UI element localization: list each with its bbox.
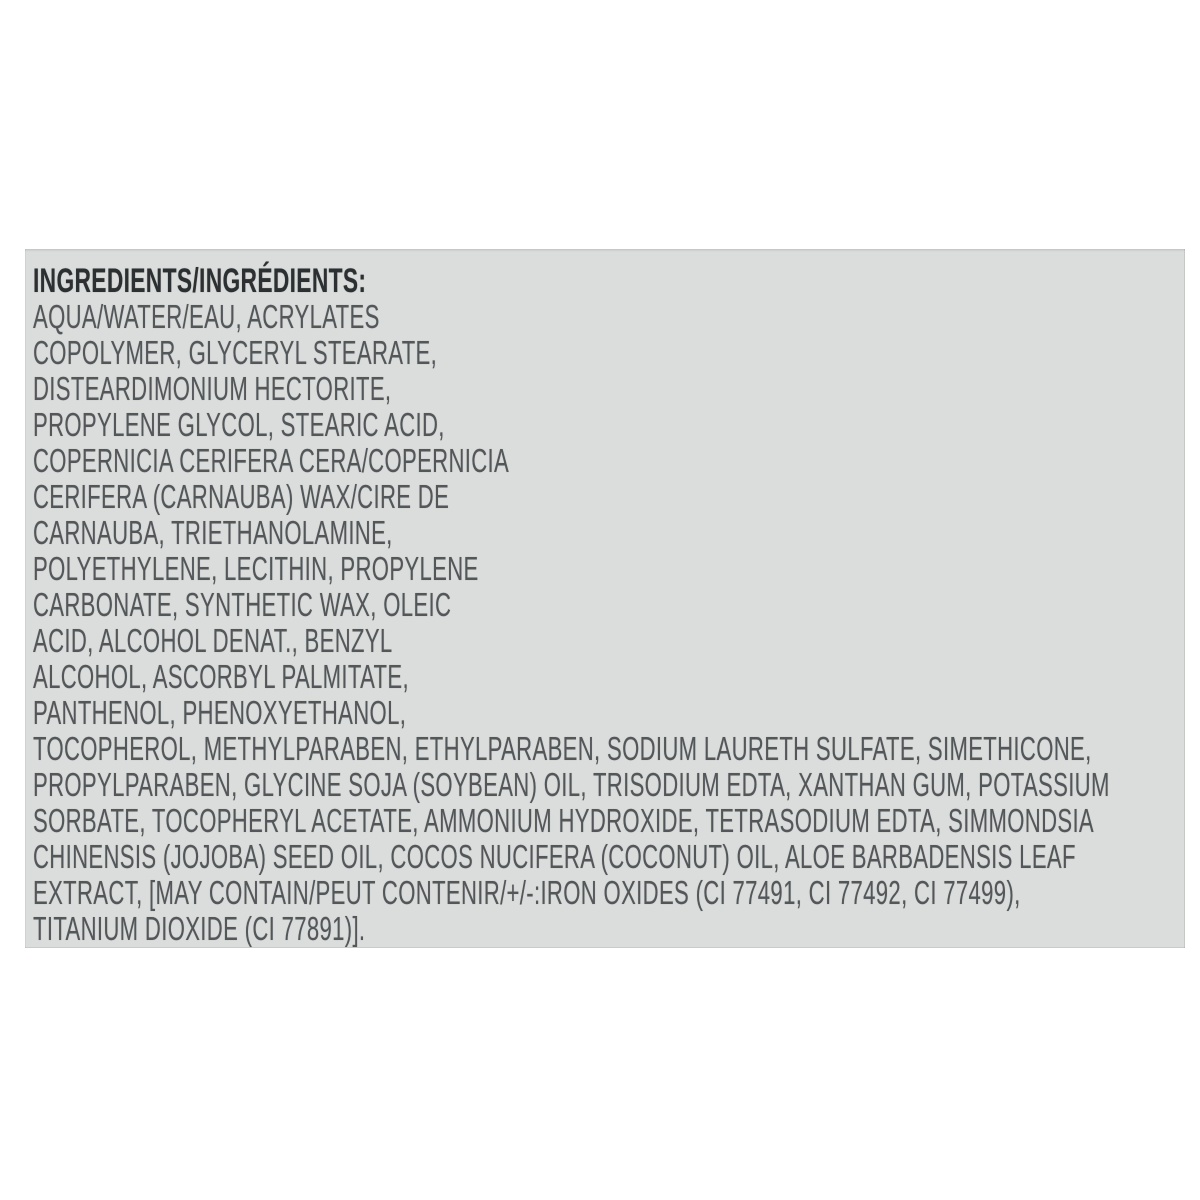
ingredient-line: TOCOPHEROL, METHYLPARABEN, ETHYLPARABEN, SODIUM LAURETH SULFATE, SIMETHICONE, bbox=[33, 730, 1092, 767]
ingredient-line: POLYETHYLENE, LECITHIN, PROPYLENE bbox=[33, 550, 479, 587]
ingredient-line: CARBONATE, SYNTHETIC WAX, OLEIC bbox=[33, 586, 452, 623]
ingredients-header: INGREDIENTS/INGRÉDIENTS: bbox=[33, 262, 367, 300]
ingredient-line: DISTEARDIMONIUM HECTORITE, bbox=[33, 370, 392, 407]
ingredient-line: ACID, ALCOHOL DENAT., BENZYL bbox=[33, 622, 393, 659]
ingredients-panel bbox=[25, 249, 1185, 948]
ingredient-line: CERIFERA (CARNAUBA) WAX/CIRE DE bbox=[33, 478, 450, 515]
ingredient-line: PROPYLPARABEN, GLYCINE SOJA (SOYBEAN) OIL, TRISODIUM EDTA, XANTHAN GUM, POTASSIUM bbox=[33, 766, 1110, 803]
ingredients-text-block bbox=[33, 263, 1110, 947]
ingredients-list bbox=[33, 299, 1110, 947]
ingredient-line: COPERNICIA CERIFERA CERA/COPERNICIA bbox=[33, 442, 510, 479]
ingredient-line: TITANIUM DIOXIDE (CI 77891)]. bbox=[33, 910, 366, 947]
ingredient-line: COPOLYMER, GLYCERYL STEARATE, bbox=[33, 334, 438, 371]
ingredient-line: ALCOHOL, ASCORBYL PALMITATE, bbox=[33, 658, 409, 695]
ingredient-line: CHINENSIS (JOJOBA) SEED OIL, COCOS NUCIFERA (COCONUT) OIL, ALOE BARBADENSIS LEAF bbox=[33, 838, 1076, 875]
ingredient-line: SORBATE, TOCOPHERYL ACETATE, AMMONIUM HYDROXIDE, TETRASODIUM EDTA, SIMMONDSIA bbox=[33, 802, 1095, 839]
ingredient-line: PROPYLENE GLYCOL, STEARIC ACID, bbox=[33, 406, 445, 443]
ingredient-line: CARNAUBA, TRIETHANOLAMINE, bbox=[33, 514, 393, 551]
ingredient-line: EXTRACT, [MAY CONTAIN/PEUT CONTENIR/+/-:IRON OXIDES (CI 77491, CI 77492, CI 77499), bbox=[33, 874, 1021, 911]
ingredient-line: PANTHENOL, PHENOXYETHANOL, bbox=[33, 694, 407, 731]
ingredient-line: AQUA/WATER/EAU, ACRYLATES bbox=[33, 298, 380, 335]
